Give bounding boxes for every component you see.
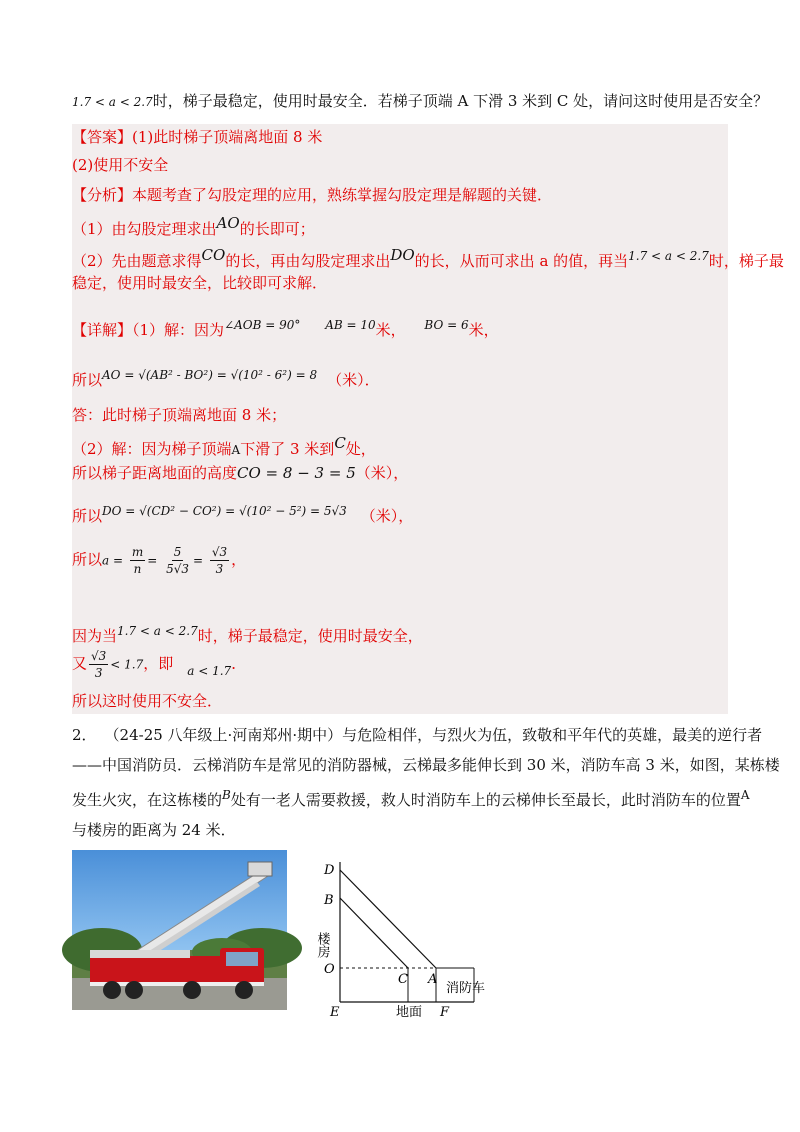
geometry-diagram [314, 852, 508, 1024]
detail-because: 因为当 [72, 627, 118, 645]
analysis-step1 [72, 212, 315, 240]
detail-a-lhs: a = [102, 553, 124, 568]
analysis-step1-b: 的长即可； [239, 220, 315, 238]
detail-ao-eq: AO = √(AB² - BO²) = √(10² - 6²) = 8 [102, 368, 318, 382]
ladder-DA [340, 870, 436, 968]
detail-co-a: 所以梯子距离地面的高度 [72, 464, 238, 482]
detail-ao-line [72, 364, 380, 391]
answer-part1: (1)此时梯子顶端离地面 8 米 [132, 128, 323, 146]
analysis-step2-var2: DO [390, 246, 415, 264]
analysis-step2-e: 稳定，使用时最安全，比较即可求解． [72, 274, 328, 292]
detail-bo: BO = 6 [424, 318, 469, 332]
analysis-step2 [72, 244, 784, 272]
analysis-label: 【分析】 [72, 186, 133, 204]
intro-condition: 1.7 < a < 2.7 [72, 95, 153, 109]
detail-because-tail: 时，梯子最稳定，使用时最安全， [197, 627, 423, 645]
problem-2-text-3a: 发生火灾，在这栋楼的 [72, 791, 223, 809]
detail-co-eq: CO = 8 − 3 = 5 [237, 464, 356, 482]
detail-dot: ． [231, 654, 247, 673]
problem-2-text-1: 与危险相伴，与烈火为伍，致敬和平年代的英雄，最美的逆行者 [342, 726, 763, 744]
analysis-step2-d: 时，梯子最 [708, 252, 784, 270]
analysis-text: 本题考查了勾股定理的应用，熟练掌握勾股定理是解题的关键． [132, 186, 553, 204]
analysis-step2-var1: CO [201, 246, 226, 264]
label-O: O [324, 962, 335, 977]
problem-2 [72, 720, 780, 845]
detail-so2: 所以 [72, 507, 103, 525]
label-F: F [440, 1005, 450, 1020]
problem-2-line4: 与楼房的距离为 24 米． [72, 821, 236, 839]
detail-mi2: 米， [468, 321, 499, 339]
detail-s2-A: A [231, 443, 241, 457]
detail-co-line [72, 462, 408, 484]
detail-s2-a: （2）解：因为梯子顶端 [72, 440, 232, 458]
label-C: C [398, 972, 408, 987]
analysis-step2-cond: 1.7 < a < 2.7 [628, 249, 709, 263]
detail-co-unit: （米）， [355, 464, 409, 482]
detail-you-line [72, 648, 246, 682]
detail-a-line: 所以a = $\frac{m}{n}$ = $\frac{5}{5√3}$ = $\frac{√3}{3}$ ， [72, 545, 247, 576]
frac-m-n [130, 544, 145, 577]
label-B: B [324, 893, 334, 908]
intro-text: 时，梯子最稳定，使用时最安全．若梯子顶端 A 下滑 3 米到 C 处，请问这时使用是否安全？ [152, 92, 769, 110]
detail-line-1 [72, 314, 499, 341]
detail-s1: （1）解：因为 [132, 321, 225, 339]
answer-part2: (2)使用不安全 [72, 156, 169, 174]
label-E: E [330, 1005, 340, 1020]
label-D: D [324, 863, 335, 878]
label-ground: 地面 [396, 1005, 423, 1020]
detail-cond: 1.7 < a < 2.7 [117, 624, 198, 638]
detail-mi1: 米， [375, 321, 406, 339]
detail-conclusion: 所以这时使用不安全． [72, 692, 223, 710]
problem-2-number: 2． [72, 726, 97, 744]
analysis-step2-b: 的长，再由勾股定理求出 [225, 252, 391, 270]
page [72, 90, 784, 839]
detail-s2-b: 下滑了 3 米到 [240, 440, 335, 458]
label-A: A [428, 972, 438, 987]
analysis-line [72, 184, 552, 206]
problem-2-line3 [72, 780, 750, 815]
fire-truck-illustration [72, 850, 287, 1010]
analysis-step2-a: （2）先由题意求得 [72, 252, 202, 270]
frac-5-5sqrt3 [164, 544, 191, 577]
frac-sqrt3-3-b [89, 648, 108, 681]
detail-ji: ，即 [143, 654, 174, 673]
frac-sqrt3: √3 [211, 545, 228, 559]
detail-you: 又 [72, 654, 88, 673]
frac-n: n [133, 562, 142, 576]
frac-sqrt3-3 [210, 544, 229, 577]
analysis-step1-var: AO [216, 214, 240, 232]
detail-because-line [72, 620, 423, 647]
problem-2-source: （24-25 八年级上·河南郑州·期中） [104, 726, 343, 744]
problem-2-A: A [740, 788, 750, 802]
detail-angle: ∠AOB = 90° [224, 318, 301, 332]
solution-block [72, 124, 784, 714]
frac-five-sqrt3: 5√3 [166, 562, 189, 576]
detail-ans1: 答：此时梯子顶端离地面 8 米； [72, 406, 287, 424]
analysis-step2-c: 的长，从而可求出 a 的值，再当 [414, 252, 629, 270]
detail-do-line [72, 500, 413, 527]
label-building: 楼房 [314, 932, 330, 958]
detail-so3: 所以 [72, 550, 103, 569]
problem-2-line1 [72, 720, 763, 750]
fire-truck-photo [72, 850, 287, 1010]
frac-sqrt3-b: √3 [91, 649, 107, 663]
detail-a-lt: a < 1.7 [187, 663, 232, 678]
building-ladder-figure [314, 852, 508, 1024]
answer-line-1 [72, 126, 322, 148]
detail-ab: AB = 10 [325, 318, 376, 332]
detail-s2-c: 处， [345, 440, 376, 458]
frac-m: m [131, 545, 144, 559]
detail-do-eq: DO = √(CD² − CO²) = √(10² − 5²) = 5√3 [102, 504, 347, 518]
analysis-step1-a: （1）由勾股定理求出 [72, 220, 217, 238]
frac-five: 5 [173, 545, 182, 559]
detail-s2 [72, 432, 376, 461]
frac-three: 3 [215, 562, 224, 576]
label-truck: 消防车 [446, 981, 486, 996]
answer-label: 【答案】 [72, 128, 133, 146]
detail-do-unit: （米）， [360, 507, 414, 525]
ladder-BC [340, 898, 408, 968]
detail-label: 【详解】 [72, 321, 133, 339]
problem-2-line2: ——中国消防员．云梯消防车是常见的消防器械，云梯最多能伸长到 30 米，消防车高 3 米，如图，某栋楼 [72, 756, 780, 774]
detail-s2-C: C [334, 434, 346, 452]
problem-2-text-3b: 处有一老人需要救援，救人时消防车上的云梯伸长至最长，此时消防车的位置 [230, 791, 741, 809]
frac-three-b: 3 [94, 666, 103, 680]
intro-line [72, 90, 769, 113]
detail-so1: 所以 [72, 371, 103, 389]
detail-lt: < 1.7 [110, 657, 144, 672]
problem-2-B: B [222, 788, 231, 802]
detail-unit1: （米）． [327, 371, 380, 389]
detail-comma: ， [231, 550, 247, 569]
